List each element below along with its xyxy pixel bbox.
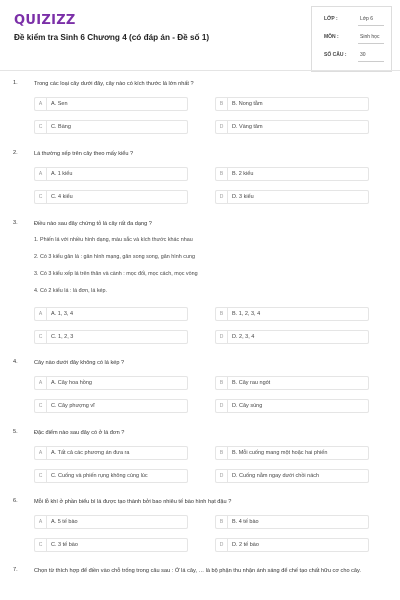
option-a[interactable]: [34, 307, 188, 321]
option-text: B. 1, 2, 3, 4: [232, 311, 261, 317]
meta-row-class: [317, 10, 388, 28]
question-number: 4.: [13, 359, 18, 365]
option-d[interactable]: [215, 538, 369, 552]
option-text: D. Vàng tâm: [232, 124, 263, 130]
option-d[interactable]: [215, 190, 369, 204]
option-letter: A: [35, 516, 47, 528]
option-letter: D: [216, 400, 228, 412]
option-text: C. 1, 2, 3: [51, 334, 74, 340]
option-b[interactable]: [215, 97, 369, 111]
option-a[interactable]: [34, 167, 188, 181]
question-number: 6.: [13, 498, 18, 504]
option-d[interactable]: [215, 120, 369, 134]
option-b[interactable]: [215, 446, 369, 460]
meta-info: [317, 10, 388, 64]
option-text: B. Mỗi cuống mang một hoặc hai phiến: [232, 450, 328, 456]
option-text: C. Cây phượng vĩ: [51, 403, 95, 409]
option-letter: C: [35, 539, 47, 551]
meta-row-subject: [317, 28, 388, 46]
option-text: A. 5 tế bào: [51, 519, 78, 525]
option-letter: B: [216, 447, 228, 459]
option-d[interactable]: [215, 469, 369, 483]
option-letter: D: [216, 539, 228, 551]
statement-4: 4. Có 2 kiểu lá : lá đơn, lá kép.: [34, 288, 108, 294]
question-text: Cây nào dưới đây không có lá kép ?: [34, 360, 125, 366]
question-number: 3.: [13, 220, 18, 226]
option-letter: C: [35, 331, 47, 343]
option-letter: A: [35, 308, 47, 320]
meta-value: Sinh học: [360, 34, 380, 40]
option-text: A. 1 kiểu: [51, 171, 73, 177]
option-a[interactable]: [34, 97, 188, 111]
question-text: Trong các loại cây dưới đây, cây nào có kích thước lá lớn nhất ?: [34, 81, 194, 87]
option-letter: D: [216, 121, 228, 133]
meta-value: 30: [360, 52, 366, 58]
option-text: D. Cây súng: [232, 403, 263, 409]
meta-key: LỚP :: [324, 16, 338, 22]
statement-2: 2. Có 3 kiểu gân lá : gân hình mạng, gân song song, gân hình cung: [34, 254, 195, 260]
question-text: Lá thường xếp trên cây theo mấy kiểu ?: [34, 151, 134, 157]
option-c[interactable]: [34, 190, 188, 204]
option-b[interactable]: [215, 515, 369, 529]
header-divider: [0, 70, 400, 71]
option-c[interactable]: [34, 120, 188, 134]
option-text: C. 4 kiểu: [51, 194, 73, 200]
worksheet-title: Đề kiểm tra Sinh 6 Chương 4 (có đáp án - Đề số 1): [14, 33, 210, 42]
option-text: A. Cây hoa hồng: [51, 380, 92, 386]
option-c[interactable]: [34, 469, 188, 483]
option-letter: C: [35, 191, 47, 203]
meta-underline: [358, 61, 384, 62]
option-a[interactable]: [34, 515, 188, 529]
option-letter: C: [35, 470, 47, 482]
meta-underline: [358, 25, 384, 26]
option-letter: C: [35, 121, 47, 133]
meta-row-count: [317, 46, 388, 64]
option-text: A. Tất cả các phương án đưa ra: [51, 450, 130, 456]
option-b[interactable]: [215, 167, 369, 181]
option-text: D. 2, 3, 4: [232, 334, 255, 340]
option-b[interactable]: [215, 376, 369, 390]
statement-1: 1. Phiến lá với nhiều hình dạng, màu sắc và kích thước khác nhau: [34, 237, 193, 243]
option-text: B. 4 tế bào: [232, 519, 259, 525]
option-text: A. Sen: [51, 101, 68, 107]
option-text: D. 3 kiểu: [232, 194, 254, 200]
option-letter: B: [216, 308, 228, 320]
option-letter: C: [35, 400, 47, 412]
option-letter: D: [216, 331, 228, 343]
question-text: Đặc điểm nào sau đây có ở lá đơn ?: [34, 430, 125, 436]
option-text: A. 1, 3, 4: [51, 311, 74, 317]
option-a[interactable]: [34, 446, 188, 460]
option-letter: D: [216, 470, 228, 482]
option-text: B. Nong tằm: [232, 101, 263, 107]
meta-underline: [358, 43, 384, 44]
quizizz-logo: QUIZIZZ: [14, 13, 76, 28]
question-number: 1.: [13, 80, 18, 86]
option-letter: A: [35, 377, 47, 389]
option-d[interactable]: [215, 330, 369, 344]
option-text: C. 3 tế bào: [51, 542, 78, 548]
meta-key: MÔN :: [324, 34, 339, 40]
option-text: D. 2 tế bào: [232, 542, 259, 548]
option-letter: A: [35, 168, 47, 180]
question-number: 7.: [13, 567, 18, 573]
option-text: C. Bàng: [51, 124, 71, 130]
option-a[interactable]: [34, 376, 188, 390]
option-letter: B: [216, 98, 228, 110]
option-c[interactable]: [34, 399, 188, 413]
question-number: 2.: [13, 150, 18, 156]
question-text: Mỗi lỗ khí ở phần biểu bì lá được tạo thành bởi bao nhiêu tế bào hình hạt đậu ?: [34, 499, 232, 505]
option-letter: A: [35, 98, 47, 110]
option-text: C. Cuống và phiến rụng không cùng lúc: [51, 473, 148, 479]
option-c[interactable]: [34, 538, 188, 552]
option-letter: B: [216, 377, 228, 389]
option-b[interactable]: [215, 307, 369, 321]
statement-3: 3. Có 3 kiểu xếp lá trên thân và cành : mọc đối, mọc cách, mọc vòng: [34, 271, 198, 277]
option-letter: B: [216, 516, 228, 528]
option-letter: B: [216, 168, 228, 180]
meta-key: SỐ CÂU :: [324, 52, 347, 58]
option-text: B. Cây rau ngót: [232, 380, 271, 386]
option-d[interactable]: [215, 399, 369, 413]
option-c[interactable]: [34, 330, 188, 344]
question-number: 5.: [13, 429, 18, 435]
option-text: B. 2 kiểu: [232, 171, 254, 177]
option-letter: D: [216, 191, 228, 203]
question-text: Điều nào sau đây chứng tỏ lá cây rất đa dạng ?: [34, 221, 152, 227]
option-text: D. Cuống nằm ngay dưới chồi nách: [232, 473, 320, 479]
meta-value: Lớp 6: [360, 16, 374, 22]
question-text: Chọn từ thích hợp để điền vào chỗ trống trong câu sau : Ở lá cây, … là bộ phận thu nhận ánh sáng để chế tạo chất hữu cơ cho cây.: [34, 568, 361, 574]
option-letter: A: [35, 447, 47, 459]
